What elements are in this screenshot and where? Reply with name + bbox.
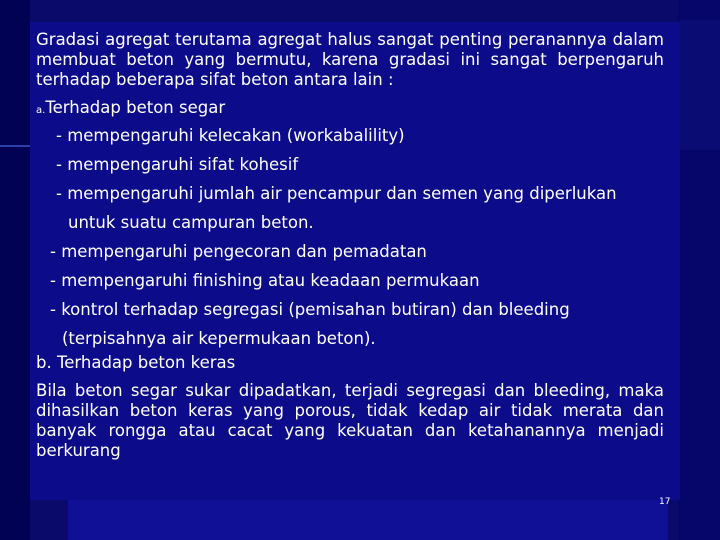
section-a-letter: a. [36,105,46,116]
list-item: - mempengaruhi sifat kohesif [56,155,299,174]
background-accent-block [680,20,720,150]
intro-paragraph: Gradasi agregat terutama agregat halus sangat penting peranannya dalam membuat beton yang bermutu, karena gradasi ini sangat berpengaruh terhadap beberapa sifat beton antara lain : [36,30,664,89]
section-b-heading: b. Terhadap beton keras [36,353,236,372]
background-left-band [0,0,30,540]
list-item: - mempengaruhi kelecakan (workabalility) [56,126,405,145]
list-item: - mempengaruhi jumlah air pencampur dan semen yang diperlukan [56,184,617,203]
list-item: - mempengaruhi finishing atau keadaan permukaan [50,271,480,290]
page-number: 17 [659,497,671,507]
list-item: - kontrol terhadap segregasi (pemisahan butiran) dan bleeding [50,300,570,319]
slide-content [36,28,664,461]
list-item: - mempengaruhi pengecoran dan pemadatan [50,242,427,261]
list-item-continuation: (terpisahnya air kepermukaan beton). [62,329,376,348]
section-a-heading [36,98,664,121]
list-item-continuation: untuk suatu campuran beton. [68,213,314,232]
background-bottom-band [68,500,668,540]
section-a-title: Terhadap beton segar [45,98,226,117]
section-b-paragraph: Bila beton segar sukar dipadatkan, terjadi segregasi dan bleeding, maka dihasilkan beton keras yang porous, tidak kedap air tidak merata dan banyak rongga atau cacat yang kekuatan dan ketahanannya menjadi berkurang [36,381,664,460]
